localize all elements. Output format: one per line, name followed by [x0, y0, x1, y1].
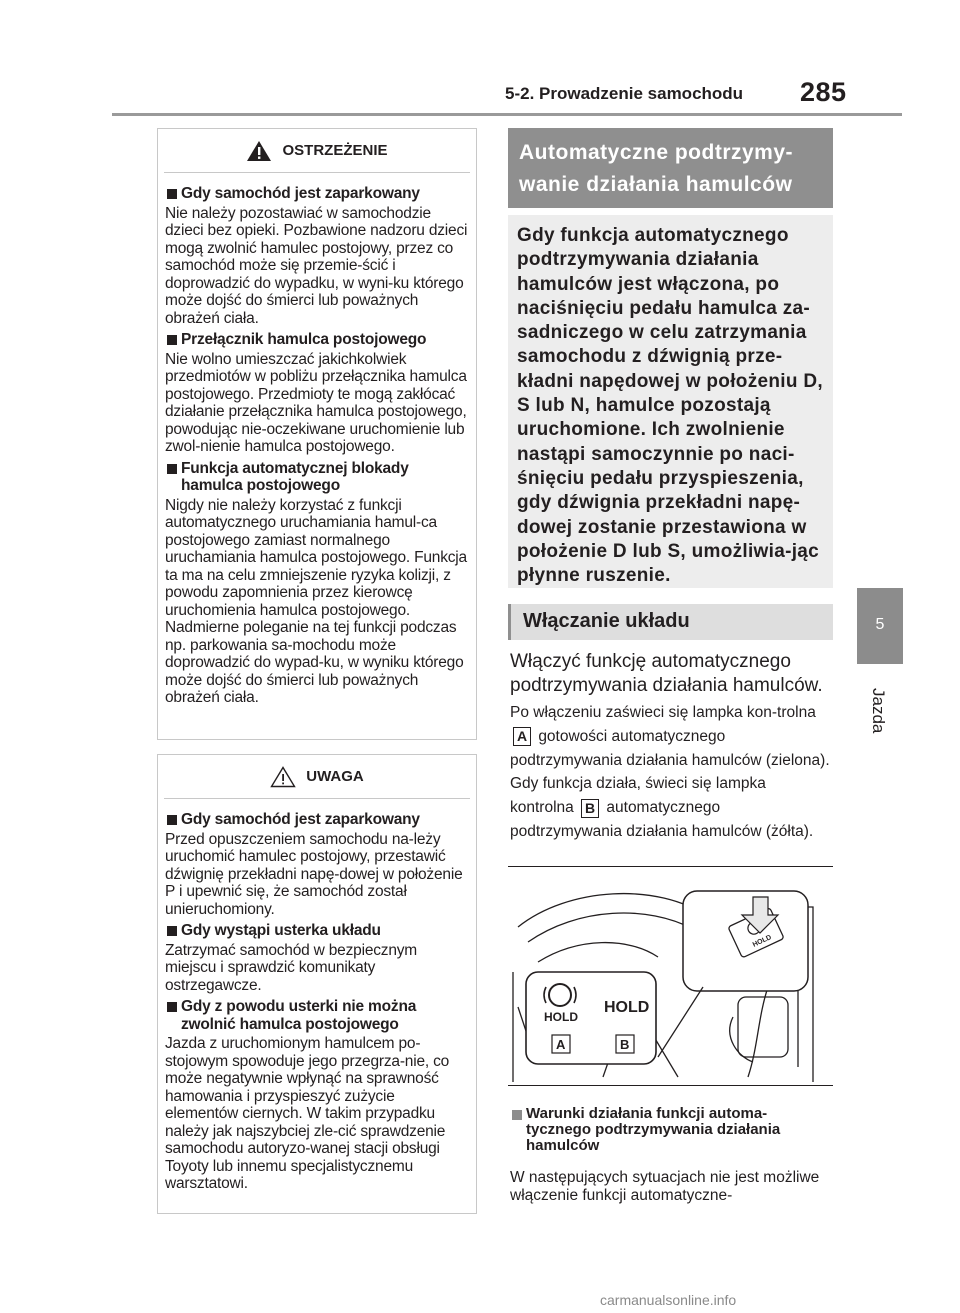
warning-title: OSTRZEŻENIE — [282, 142, 388, 159]
caution-triangle-icon — [270, 766, 296, 788]
warning-header — [164, 129, 470, 173]
section-title: Automatyczne podtrzymy-wanie działania hamulców — [508, 128, 833, 208]
lead-paragraph: Włączyć funkcję automatycznego podtrzymywania działania hamulców. — [510, 651, 823, 696]
switch-hold-label: HOLD — [751, 934, 773, 949]
conditions-text: W następujących sytuacjach nie jest możliwe włączenie funkcji automatyczne- — [510, 1169, 820, 1204]
square-bullet-icon — [167, 189, 177, 199]
caution-section-heading: Gdy wystąpi usterka układu — [165, 922, 470, 940]
watermark: carmanualsonline.info — [600, 1292, 737, 1308]
square-bullet-icon — [167, 464, 177, 474]
warning-section-text: Nie wolno umieszczać jakichkolwiek przedmiotów w pobliżu przełącznika hamulca postojowego. Przedmioty te mogą zakłócać działanie przełącznika hamulca postojowego, powodując nie-oczekiwane uruchomienie lub zwol-nienie hamulca postojowego. — [165, 350, 467, 455]
header-rule — [112, 113, 902, 116]
caution-section-heading: Gdy samochód jest zaparkowany — [165, 811, 470, 829]
warning-section-heading: Przełącznik hamulca postojowego — [165, 331, 470, 349]
subsection-heading: Włączanie układu — [508, 604, 833, 640]
chapter-tab[interactable] — [857, 588, 903, 664]
label-a-box: A — [513, 727, 531, 746]
warning-body — [158, 173, 476, 707]
warning-triangle-icon — [246, 140, 272, 162]
caution-section-heading: Gdy z powodu usterki nie można zwolnić hamulca postojowego — [165, 998, 470, 1033]
square-bullet-icon — [167, 1002, 177, 1012]
dashboard-illustration — [508, 867, 833, 1087]
page-header-section: 5-2. Prowadzenie samochodu — [505, 84, 744, 103]
figure-label-a: A — [556, 1037, 566, 1052]
caution-header — [164, 755, 470, 799]
caution-title: UWAGA — [306, 768, 364, 785]
caution-body — [158, 799, 476, 1193]
body-paragraph: Po włączeniu zaświeci się lampka kon-trolna A gotowości automatycznego podtrzymywania działania hamulców (zielona). Gdy funkcja działa, świeci się lampka kontrolna B automatycznego podtrzymywania działania hamulców (żółta). — [510, 704, 830, 840]
square-bullet-icon — [167, 815, 177, 825]
chapter-number: 5 — [875, 616, 885, 633]
square-bullet-icon — [167, 926, 177, 936]
indicator-hold-small: HOLD — [544, 1010, 578, 1024]
caution-box — [157, 754, 477, 1214]
square-bullet-icon — [512, 1110, 522, 1120]
warning-section-heading: Gdy samochód jest zaparkowany — [165, 185, 470, 203]
caution-section-text: Jazda z uruchomionym hamulcem po-stojowym spowoduje jego przegrza-nie, co może negatywnie wpłynąć na sprawność hamowania i przyspieszyć zużycie elementów ciernych. W takim przypadku należy jak najszybciej zle-cić sprawdzenie samochodu autoryzo-wanej stacji obsługi Toyoty lub innemu specjalistycznemu warsztatowi. — [165, 1035, 450, 1192]
chapter-label: Jazda — [869, 688, 888, 734]
figure-label-b: B — [620, 1037, 630, 1052]
warning-section-heading: Funkcja automatycznej blokady hamulca postojowego — [165, 460, 470, 495]
caution-section-text: Przed opuszczeniem samochodu na-leży uruchomić hamulec postojowy, przestawić dźwignię przekładni napę-dowej w położenie P i upewnić się, że samochód został unieruchomiony. — [165, 830, 463, 918]
indicator-hold-large: HOLD — [604, 999, 650, 1016]
warning-section-text: Nigdy nie należy korzystać z funkcji automatycznego uruchamiania hamul-ca postojowego zamiast normalnego uruchamiania hamulca postojowego. Funkcja ta ma na celu zmniejszenie ryzyka kolizji, z powodu zapomnienia przez kierowcę uruchomienia hamulca postojowego. Nadmierne poleganie na tej funkcji podczas np. parkowania sa-mochodu może doprowadzić do wypad-ku, w wyniku którego może dojść do śmierci lub poważnych obrażeń ciała. — [165, 496, 467, 706]
warning-section-text: Nie należy pozostawiać w samochodzie dzieci bez opieki. Pozbawione nadzoru dzieci mogą zwolnić hamulec postojowy, przez co samochód może się przemie-ścić i doprowadzić do wypadku, w wyni-ku którego może dojść do śmierci lub poważnych obrażeń ciała. — [165, 204, 468, 327]
conditions-heading: Warunki działania funkcji automa-tycznego podtrzymywania działania hamulców — [510, 1106, 832, 1154]
intro-box: Gdy funkcja automatycznego podtrzymywania działania hamulców jest włączona, po naciśnięciu pedału hamulca za-sadniczego w celu zatrzymania samochodu z dźwignią prze-kładni napędowej w położeniu D, S lub N, hamulce pozostają uruchomione. Ich zwolnienie nastąpi samoczynnie po naci-śnięciu pedału przyspieszenia, gdy dźwignia przekładni napę-dowej zostanie przestawiona w położenie D lub S, umożliwia-jąc płynne ruszenie. — [508, 215, 833, 588]
square-bullet-icon — [167, 335, 177, 345]
label-b-box: B — [581, 799, 599, 818]
dashboard-figure — [508, 866, 833, 1086]
warning-box — [157, 128, 477, 740]
page-number: 285 — [800, 77, 847, 107]
caution-section-text: Zatrzymać samochód w bezpiecznym miejscu i sprawdzić komunikaty ostrzegawcze. — [165, 941, 418, 994]
